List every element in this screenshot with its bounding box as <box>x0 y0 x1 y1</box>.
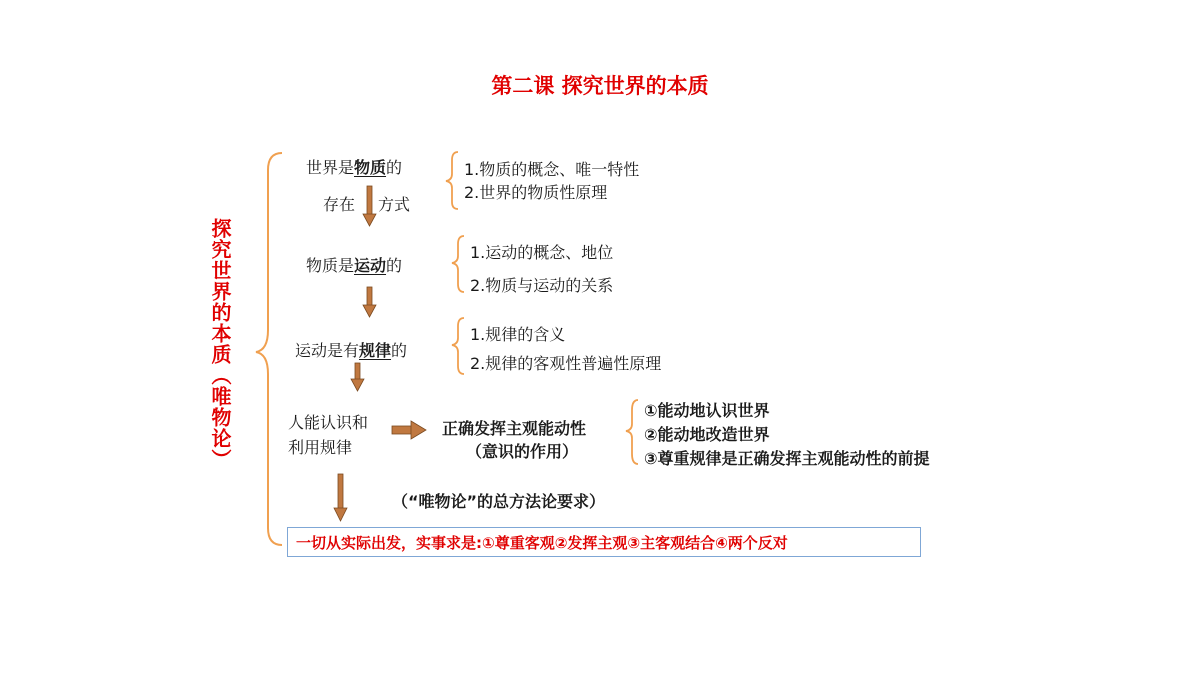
down-arrow-3 <box>351 363 364 391</box>
side-title: 探究世界的本质（唯物论） <box>208 218 232 470</box>
step4-line-1: 人能认识和 <box>288 413 369 432</box>
step4-result-note: （意识的作用） <box>466 442 579 461</box>
step1-node: 世界是物质的 <box>306 158 403 177</box>
step3-node: 运动是有规律的 <box>295 341 408 360</box>
main-brace <box>256 153 282 545</box>
step4-line-2: 利用规律 <box>288 438 353 457</box>
step1-point-2: 2.世界的物质性原理 <box>464 183 608 202</box>
step2-point-2: 2.物质与运动的关系 <box>470 276 614 295</box>
down-arrow-2 <box>363 287 376 317</box>
down-arrow-4 <box>334 474 347 521</box>
step4-result: 正确发挥主观能动性 <box>442 419 587 438</box>
brace-step1 <box>446 152 458 209</box>
step4-point-1: ①能动地认识世界 <box>644 401 770 420</box>
method-note: （“唯物论”的总方法论要求） <box>392 492 606 511</box>
page-title: 第二课 探究世界的本质 <box>491 74 709 98</box>
summary-text: 一切从实际出发，实事求是:①尊重客观②发挥主观③主客观结合④两个反对 <box>296 533 788 552</box>
summary-box <box>287 527 921 557</box>
brace-step2 <box>452 236 464 292</box>
keyword-matter: 物质 <box>354 158 387 177</box>
step4-point-2: ②能动地改造世界 <box>644 425 770 444</box>
step2-node: 物质是运动的 <box>306 256 403 275</box>
step3-point-1: 1.规律的含义 <box>470 325 566 344</box>
step2-point-1: 1.运动的概念、地位 <box>470 243 614 262</box>
brace-step4 <box>626 400 638 464</box>
step4-point-3: ③尊重规律是正确发挥主观能动性的前提 <box>644 449 930 468</box>
keyword-law: 规律 <box>359 341 392 360</box>
right-arrow <box>392 421 426 439</box>
brace-step3 <box>452 318 464 374</box>
step3-point-2: 2.规律的客观性普遍性原理 <box>470 354 662 373</box>
step1-line2-right: 方式 <box>378 195 411 214</box>
step1-point-1: 1.物质的概念、唯一特性 <box>464 160 640 179</box>
down-arrow-1 <box>363 186 376 226</box>
keyword-motion: 运动 <box>354 256 387 275</box>
step1-line2-left: 存在 <box>323 195 356 214</box>
